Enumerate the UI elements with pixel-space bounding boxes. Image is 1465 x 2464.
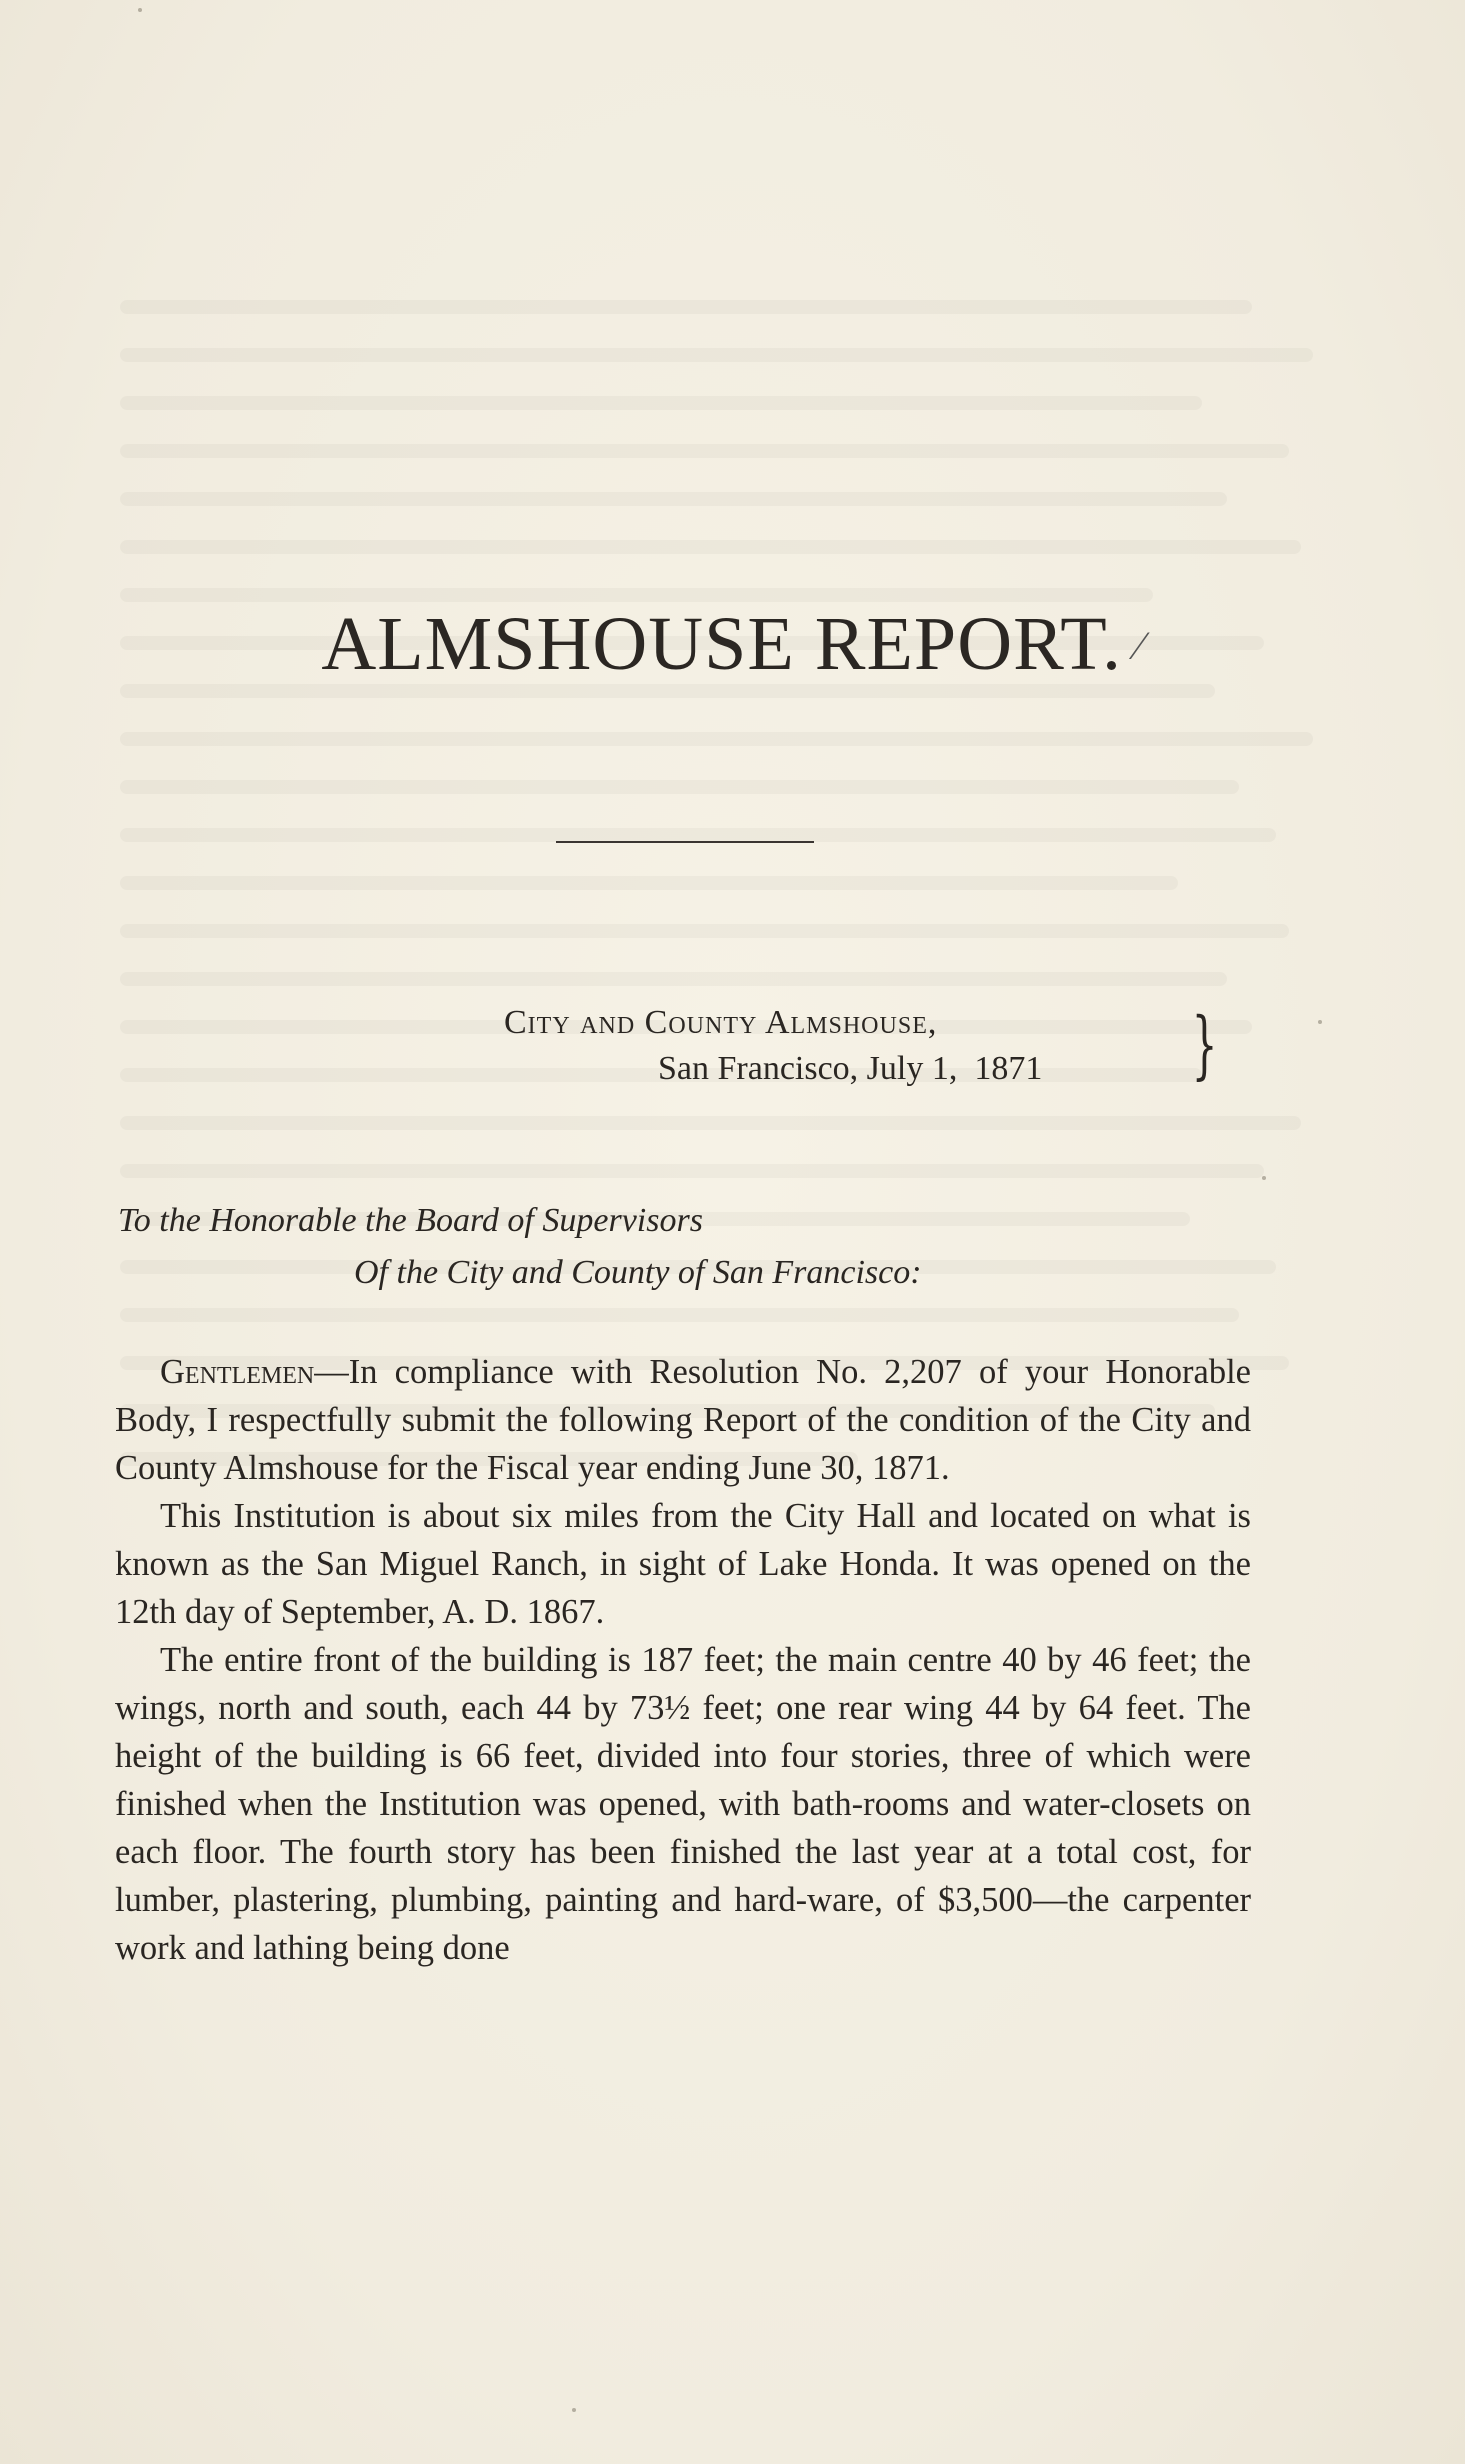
dateline-institution: City and County Almshouse,: [504, 1004, 938, 1041]
dateline: [504, 1000, 1042, 1092]
paper-speck: [1318, 1020, 1322, 1024]
page-title: [0, 602, 1465, 686]
paragraph: [115, 1492, 1251, 1636]
paper-speck: [1262, 1176, 1266, 1180]
title-rule-divider: [556, 841, 814, 843]
paragraph: [115, 1348, 1251, 1492]
paragraph-text: This Institution is about six miles from the City Hall and located on what is known as the San Miguel Ranch, in sight of Lake Honda. It was opened on the 12th day of September, A. D. 1867.: [115, 1497, 1251, 1631]
paragraph-lead-word: Gentlemen: [160, 1353, 315, 1391]
salutation-line-1: To the Honorable the Board of Supervisors: [118, 1202, 703, 1239]
salutation-line-2: Of the City and County of San Francisco:: [354, 1254, 922, 1291]
report-body: [115, 1348, 1251, 1972]
paragraph: [115, 1636, 1251, 1972]
dateline-place-date: San Francisco, July 1, 1871: [658, 1050, 1043, 1087]
salutation: [118, 1195, 922, 1299]
paragraph-text: The entire front of the building is 187 feet; the main centre 40 by 46 feet; the wings, north and south, each 44 by 73½ feet; one rear wing 44 by 64 feet. The height of the building is 66 feet, divided into four stories, three of which were finished when the Institution was opened, with bath-rooms and water-closets on each floor. The fourth story has been finished the last year at a total cost, for lumber, plastering, plumbing, painting and hard-ware, of $3,500—the carpenter work and lathing being done: [115, 1641, 1251, 1967]
paper-speck: [572, 2408, 576, 2412]
bleed-through-texture: [120, 300, 1350, 1500]
paragraph-text: —In compliance with Resolution No. 2,207 of your Honorable Body, I respectfully submit the following Report of the condition of the City and County Almshouse for the Fiscal year ending June 30, 1871.: [115, 1353, 1251, 1487]
pencil-mark: ⁄: [1136, 623, 1144, 668]
title-text: ALMSHOUSE REPORT.: [321, 602, 1122, 686]
paper-speck: [138, 8, 142, 12]
dateline-brace: }: [1191, 1002, 1218, 1088]
